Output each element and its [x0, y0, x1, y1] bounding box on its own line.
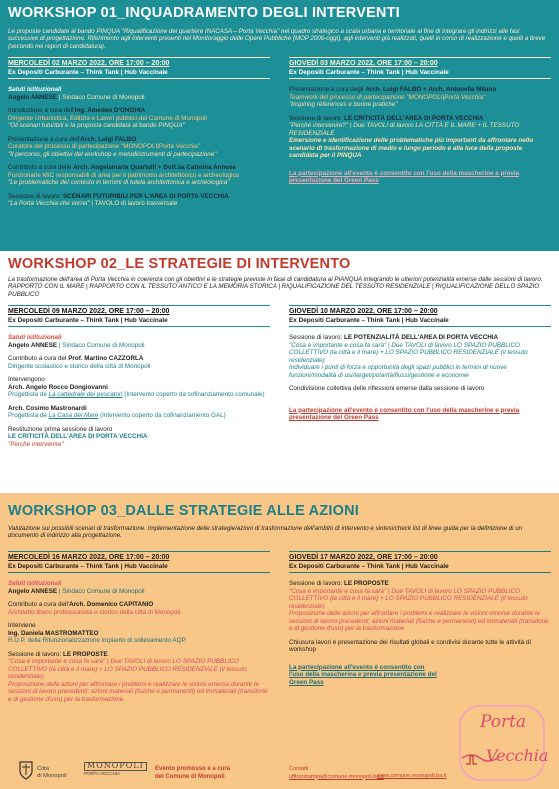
speaker-name: Prof. Martino CAZZORLA — [68, 355, 144, 362]
workshop-03-intro: Valutazione sui possibili scenari di trasformazione. Implementazione delle strategie/azioni di trasformazione dell'ambito di intervento e sintesi/check list di linee guida per la definizione di un documento di indirizzo alla progettazione. — [8, 525, 523, 540]
project-name: La cattedrale dei pescatori — [48, 391, 123, 398]
logo-word-b: Vecchia — [486, 746, 549, 765]
sharing-note: Condivisione collettiva delle riflessioni emerse dalla sessione di lavoro — [289, 385, 485, 392]
session-quote: "Cosa è importante e cosa fa sarà" | Due TAVOLI di lavoro LO SPAZIO PUBBLICO COLLETTIVO (la città e il mare) + LO SPAZIO PUBBLICO RESIDENZIALE (il tessuto residenziale) — [289, 587, 528, 610]
speaker-role: | Sindaco Comune di Monopoli — [57, 341, 145, 349]
session-name: LE POTENZIALITÀ DELL'AREA DI PORTA VECCHIA — [343, 334, 499, 341]
session-description: Proposizione delle azioni per affrontare i problemi e realizzare le visioni emerse durante le sessioni di lavoro precedenti; azioni materiali (fisiche e permanenti) ed immateriali (transitorie e di gestione d'uso) per la trasformazione — [8, 680, 268, 703]
day-date: GIOVEDÌ 17 MARZO 2022, ORE 17:00 – 20:00 — [289, 554, 438, 561]
day-date: GIOVEDÌ 03 MARZO 2022, ORE 17:00 – 20:00 — [289, 60, 438, 67]
session-description: Individuare i punti di forza e opportunità degli spazi pubblici in termini di nuove funzioni/modalità di usi/target/polarità/flussi/gestione e economie — [289, 364, 507, 379]
workshop-01-section — [0, 0, 559, 251]
covid-note: La partecipazione all'evento è consentito con l'uso della mascherine e previa presentazione del Green Pass — [289, 406, 520, 421]
session-quote: "Cosa è importante e cosa fa sarà" | Due TAVOLI di lavoro LO SPAZIO PUBBLICO COLLETTIVO (la città e il mare) + LO SPAZIO PUBBLICO RESIDENZIALE (il tessuto residenziale) — [289, 341, 528, 364]
contrib-label: Contributo a cura delle — [8, 164, 74, 171]
workshop-03-day2 — [289, 551, 551, 692]
city-crest-icon — [18, 760, 34, 780]
covid-note: La partecipazione all'evento è consentito con l'uso della mascherine e previa presentazione del Green Pass — [289, 169, 520, 184]
speakers-label: Intervengono — [8, 376, 45, 383]
day-header — [8, 551, 270, 563]
restitution-label: Restituzione prima sessione di lavoro — [8, 425, 113, 433]
day-date: MERCOLEDÌ 02 MARZO 2022, ORE 17:00 – 20:00 — [8, 60, 170, 67]
saluti-label: Saluti istituzionali — [8, 580, 62, 587]
contact-email[interactable]: ufficiostampa@comune.monopoli.ba.it — [289, 773, 384, 780]
speaker-role: | Sindaco Comune di Monopoli — [57, 587, 145, 595]
speaker-name: Arch. Luigi FALBO — [80, 135, 137, 143]
talk-title: "Il percorso, gli obiettivi del workshop e metodi/strumenti di partecipazione" — [8, 150, 217, 158]
session-name: LE CRITICITÀ DELL'AREA DI PORTA VECCHIA — [8, 433, 148, 440]
day-location: Ex Depositi Carburante – Think Tank | Hub Vaccinale — [289, 317, 551, 328]
day-date: MERCOLEDÌ 09 MARZO 2022, ORE 17:00 – 20:00 — [8, 308, 170, 315]
session-label: Sessione di lavoro: — [289, 334, 344, 341]
workshop-02-day1 — [8, 305, 270, 454]
workshop-01-day1 — [8, 57, 270, 214]
speaker-role: Architetto libero professionista e storico della città di Monopoli — [8, 608, 181, 616]
saluti-label: Saluti istituzionali — [8, 86, 62, 93]
speaker-role: Dirigente Urbanistica, Edilizia e Lavori pubblici del Comune di Monopoli — [8, 114, 207, 122]
speaker-name: Angelo ANNESE — [8, 587, 58, 595]
day-date: MERCOLEDÌ 16 MARZO 2022, ORE 17:00 – 20:00 — [8, 554, 170, 561]
workshop-01-intro: Le proposte candidate al bando PINQUA "Riqualificazione del quartiere INACASA – Porta Vecchia" nel quadro strategico a scala urbana e territoriale al fine di integrare gli indirizzi alle fasi successive di progettazione. Riferimento agli interventi presenti nel Monitoraggio delle Opere Pubbliche (MOP 2006-oggi), agli interventi già realizzati, quelli in corso di realizzazione e quelli a breve (secondo nei report di candidatura). — [8, 28, 546, 50]
contrib-label: Contributo a cura dell' — [8, 601, 70, 608]
speaker-name: Arch. Luigi FALBO + Arch. Antonella Milano — [365, 86, 497, 93]
day-header — [289, 57, 551, 69]
speaker-name: Angelo ANNESE — [8, 341, 58, 349]
day-header — [289, 551, 551, 563]
pres-label: Presentazione a cura degli — [289, 86, 366, 93]
workshop-03-title: WORKSHOP 03_DALLE STRATEGIE ALLE AZIONI — [8, 503, 359, 519]
day-date: GIOVEDÌ 10 MARZO 2022, ORE 17:00 – 20:00 — [289, 308, 438, 315]
day-location: Ex Depositi Carburante – Think Tank | Hub Vaccinale — [289, 563, 551, 574]
day-location: Ex Depositi Carburante – Think Tank | Hub Vaccinale — [8, 563, 270, 574]
speaker-role: Dirigente scolastico e storico della città di Monopoli — [8, 362, 151, 370]
workshop-02-day2 — [289, 305, 551, 428]
speakers-label: Interviene — [8, 622, 36, 629]
speaker-name: Arch. Domenico CAPITANIO — [69, 601, 154, 608]
speaker-name: Ing. Amedeo D'ONGHIA — [74, 107, 146, 114]
day-header — [289, 305, 551, 317]
session-name: LE CRITICITÀ DELL'AREA DI PORTA VECCHIA — [343, 114, 484, 122]
session-tables: | TAVOLO di lavoro trasversale — [89, 200, 178, 207]
workshop-01-day2 — [289, 57, 551, 191]
contacts — [289, 766, 384, 781]
city-name-a: Città — [37, 766, 49, 772]
speaker-role: R.U.P. della Rifunzionalizzazione impianto di sollevamento AQP — [8, 637, 186, 644]
footer — [0, 752, 447, 789]
speaker-name: Arch. Cosimo Mastronardi — [8, 404, 87, 412]
session-description: Proposizione delle azioni per affrontare i problemi e realizzare le visioni emerse durante le sessioni di lavoro precedenti; azioni materiali (fisiche e permanenti) ed immateriali (transitorie e di gestione d'uso) per la trasformazione — [289, 610, 549, 632]
city-logo-text — [37, 766, 67, 779]
monopoli-logo — [84, 762, 147, 777]
session-quote: "Perché intervenire" — [8, 440, 64, 448]
speaker-name: Ing. Daniela MASTROMATTEO — [8, 629, 99, 637]
contrib-label: Contributo a cura del — [8, 355, 69, 362]
contacts-label: Contatti — [289, 766, 309, 772]
day-location: Ex Depositi Carburante – Think Tank | Hub Vaccinale — [8, 69, 270, 80]
speaker-name: Angelo ANNESE — [8, 93, 58, 101]
workshop-01-title: WORKSHOP 01_INQUADRAMENTO DEGLI INTERVENTI — [8, 5, 400, 21]
funding-note: (Intervento coperto da cofinanziamento GAL) — [98, 412, 226, 419]
speaker-role: Teamwork del processo di partecipazione "MONOPOLI|Porta Vecchia" — [289, 93, 486, 101]
role-prefix: Progettista de — [8, 391, 49, 398]
session-label: Sessione di lavoro: — [289, 580, 344, 587]
project-name: La Casa del Mare — [48, 412, 99, 419]
session-label: Sessione di lavoro: — [8, 650, 63, 658]
day-location: Ex Depositi Carburante – Think Tank | Hub Vaccinale — [289, 69, 551, 80]
workshop-03-day1 — [8, 551, 270, 709]
workshop-02-intro: La trasformazione dell'area di Porta Vecchia in coerenza con gli obiettivi e le strategie previste in fase di candidatura al PIANQUA integrando le ulteriori potenzialità emerse dalle sessioni di lavoro. RAPPORTO CON IL MARE | RAPPORTO CON IL TESSUTO ANTICO E LA MEMORIA STORICA | RIQUALIFICAZIONE DEL TESSUTO RESIDENZIALE | RIQUALIFICAZIONE DELLO SPAZIO PUBBLICO — [8, 276, 543, 298]
pres-label: Presentazione a cura dell' — [8, 135, 81, 143]
promoter-line-a: Evento promosso e a cura — [155, 766, 231, 772]
role-prefix: Progettista de — [8, 412, 49, 419]
day-header — [8, 305, 270, 317]
session-label: Sessione di lavoro: — [8, 192, 63, 200]
speaker-role: Funzionarie MIC responsabili di area per il patrimonio architettonico e archeologico — [8, 171, 240, 179]
workshop-02-section — [0, 251, 559, 493]
session-name: LE PROPOSTE — [343, 580, 389, 587]
monopoli-logo-text: MONOPOLI — [84, 762, 147, 771]
session-name: LE PROPOSTE — [62, 650, 108, 658]
promoter — [155, 766, 230, 781]
talk-title: "Le problematiche del contesto in termini di tutela architettonica e archeologica" — [8, 179, 230, 186]
porta-vecchia-logo — [452, 700, 552, 785]
covid-note: La partecipazione all'evento è consentito con l'uso della mascherina e previa presentazione del Green Pass — [289, 663, 437, 686]
workshop-02-title: WORKSHOP 02_LE STRATEGIE DI INTERVENTO — [8, 256, 351, 272]
website-link[interactable]: www.comune.monopoli.ba.it — [377, 773, 447, 779]
day-location: Ex Depositi Carburante – Think Tank | Hub Vaccinale — [8, 317, 270, 328]
closing-note: Chiusura lavori e presentazione dei risultati globali e condivisi durante tutte le attività di workshop — [289, 638, 531, 653]
speaker-role: Curatore del processo di partecipazione "MONOPOLI|Porta Vecchia" — [8, 143, 200, 150]
session-label: Sessione di lavoro: — [289, 114, 344, 122]
city-name-b: di Monopoli — [37, 772, 67, 779]
speaker-role: | Sindaco Comune di Monopoli — [57, 93, 145, 101]
session-quote: "La Porta Vecchia che vorrei" — [8, 200, 90, 207]
session-quote: "Cosa è importante e cosa fa sarà" | Due TAVOLI di lavoro LO SPAZIO PUBBLICO COLLETTIVO (la città e il mare) + LO SPAZIO PUBBLICO RESIDENZIALE (il tessuto residenziale) — [8, 658, 247, 680]
promoter-line-b: del Comune di Monopoli — [155, 773, 225, 780]
funding-note: (Intervento coperto da cofinanziamento comunale) — [122, 391, 265, 398]
speaker-name: Arch. Angelamaria Quartulli + Dott.sa Caterina Annese — [73, 164, 236, 171]
intro-label: Introduzione a cura dell' — [8, 107, 75, 114]
day-header — [8, 57, 270, 69]
saluti-label: Saluti istituzionali — [8, 334, 62, 341]
logo-word-a: Porta — [480, 712, 527, 732]
speaker-name: Arch. Angelo Rocco Dongiovanni — [8, 383, 108, 391]
session-description: Emersione e identificazione delle problematiche più importanti da affrontare nello scenario di trasformazione di medio e lungo periodo e alla luce della proposte candidata per il PINQUA — [289, 137, 534, 159]
talk-title: "Gli scenari futuribili e la proposta candidata al bando PINQUA" — [8, 122, 185, 129]
session-quote: "Perché intervenire?" | Due TAVOLI di lavoro LA CITTÀ E IL MARE + IL TESSUTO RESIDENZIALE — [289, 122, 520, 137]
talk-title: "Inspiring references e buone pratiche" — [289, 101, 398, 108]
session-name: SCENARI FUTURIBILI PER L'AREA DI PORTA VECCHIA — [62, 192, 229, 200]
monopoli-logo-sub: PORTA VECCHIA — [84, 770, 121, 776]
